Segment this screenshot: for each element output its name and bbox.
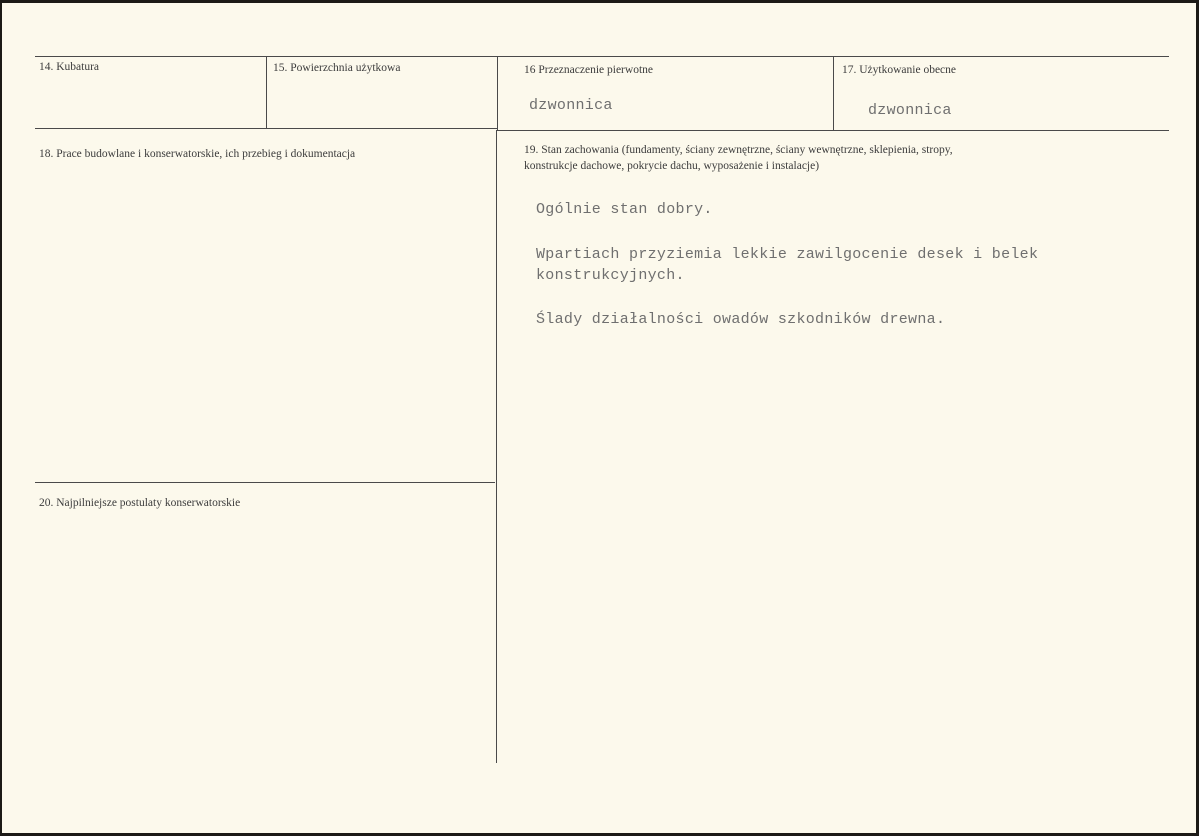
field-16-value: dzwonnica <box>529 97 613 114</box>
col-divider-15-16 <box>497 57 498 130</box>
field-16-label: 16 Przeznaczenie pierwotne <box>524 64 653 76</box>
field-19-text-line4: Ślady działalności owadów szkodników drewna. <box>536 311 946 328</box>
row-top-border <box>35 56 1169 57</box>
field-20-label: 20. Najpilniejsze postulaty konserwatorskie <box>39 497 241 509</box>
field-14-label: 14. Kubatura <box>39 61 100 73</box>
row-divider-1-right <box>497 130 1169 131</box>
field-19-label-line1: 19. Stan zachowania (fundamenty, ściany zewnętrzne, ściany wewnętrzne, sklepienia, stropy, <box>524 144 953 156</box>
row-divider-1 <box>35 128 497 129</box>
col-divider-14-15 <box>266 57 267 128</box>
field-19-text-line1: Ogólnie stan dobry. <box>536 201 713 218</box>
col-divider-18-19 <box>496 130 497 763</box>
field-15-label: 15. Powierzchnia użytkowa <box>273 62 401 74</box>
field-17-label: 17. Użytkowanie obecne <box>842 64 957 76</box>
field-19-text-line3: konstrukcyjnych. <box>536 267 685 284</box>
col-divider-16-17 <box>833 57 834 130</box>
field-19-label-line2: konstrukcje dachowe, pokrycie dachu, wyposażenie i instalacje) <box>524 160 820 172</box>
inventory-card <box>2 3 1196 833</box>
field-17-value: dzwonnica <box>868 102 952 119</box>
field-18-label: 18. Prace budowlane i konserwatorskie, ich przebieg i dokumentacja <box>39 148 356 160</box>
row-divider-18-20 <box>35 482 495 483</box>
field-19-text-line2: Wpartiach przyziemia lekkie zawilgocenie desek i belek <box>536 246 1039 263</box>
